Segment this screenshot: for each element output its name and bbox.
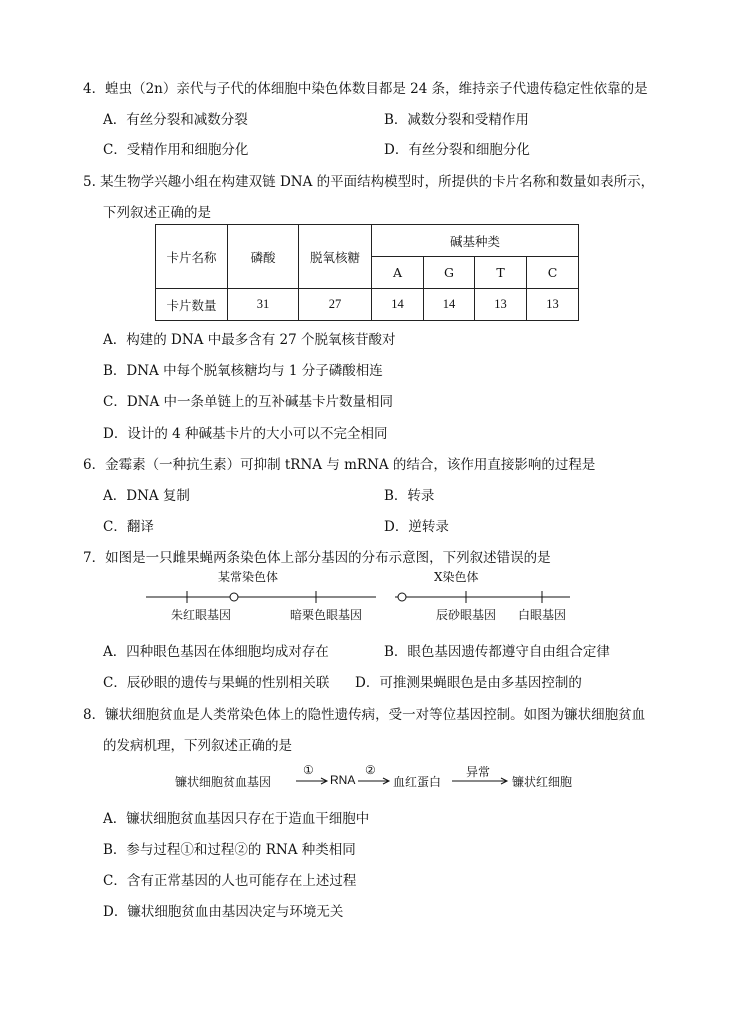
flow-protein: 血红蛋白 [393, 775, 442, 789]
q5-option-d: D．设计的 4 种碱基卡片的大小可以不完全相同 [103, 426, 388, 442]
table-base-a: A [372, 257, 424, 289]
flow-start: 镰状细胞贫血基因 [175, 775, 272, 789]
table-row-label: 卡片数量 [156, 289, 228, 321]
q6-option-d: D．逆转录 [384, 519, 449, 535]
flow-end: 镰状红细胞 [512, 775, 573, 789]
table-cell-phosphate: 31 [228, 289, 299, 321]
x-centromere [398, 593, 406, 601]
q5-option-a: A．构建的 DNA 中最多含有 27 个脱氧核苷酸对 [103, 332, 396, 348]
gene-cinnabar-label: 辰砂眼基因 [436, 608, 497, 622]
table-cell-a: 14 [372, 289, 424, 321]
flow-step1: ① [303, 763, 314, 777]
table-header-phosphate: 磷酸 [228, 225, 299, 289]
q4-option-b: B．减数分裂和受精作用 [384, 112, 529, 128]
q6-option-b: B．转录 [384, 488, 435, 504]
flow-step2: ② [365, 763, 376, 777]
gene-white-eye-label: 白眼基因 [518, 608, 567, 622]
q5-option-c: C．DNA 中一条单链上的互补碱基卡片数量相同 [103, 394, 394, 410]
q7-option-a: A．四种眼色基因在体细胞均成对存在 [103, 644, 329, 660]
q7-option-d: D．可推测果蝇眼色是由多基因控制的 [355, 675, 582, 691]
q8-option-a: A．镰状细胞贫血基因只存在于造血干细胞中 [103, 811, 370, 827]
autosome-centromere [230, 593, 238, 601]
q8-stem-line1: 8．镰状细胞贫血是人类常染色体上的隐性遗传病，受一对等位基因控制。如图为镰状细胞贫血 [83, 707, 646, 723]
q6-stem: 6．金霉素（一种抗生素）可抑制 tRNA 与 mRNA 的结合，该作用直接影响的过程是 [83, 457, 596, 473]
q6-option-a: A．DNA 复制 [103, 488, 190, 504]
q5-stem-line1: 5. 某生物学兴趣小组在构建双链 DNA 的平面结构模型时，所提供的卡片名称和数量如表所示， [83, 174, 655, 190]
q8-stem-line2: 的发病机理，下列叙述正确的是 [103, 738, 292, 754]
gene-dark-chestnut-label: 暗栗色眼基因 [290, 608, 363, 622]
q8-option-d: D．镰状细胞贫血由基因决定与环境无关 [103, 904, 344, 920]
autosome-title: 某常染色体 [218, 570, 279, 584]
table-base-c: C [527, 257, 579, 289]
q7-option-b: B．眼色基因遗传都遵守自由组合定律 [384, 644, 610, 660]
table-cell-g: 14 [424, 289, 475, 321]
table-base-t: T [475, 257, 527, 289]
q5-option-b: B．DNA 中每个脱氧核糖均与 1 分子磷酸相连 [103, 363, 383, 379]
table-header-deoxyribose: 脱氧核糖 [299, 225, 372, 289]
flow-rna: RNA [330, 773, 356, 787]
q5-stem-line2: 下列叙述正确的是 [103, 205, 211, 221]
q4-option-d: D．有丝分裂和细胞分化 [384, 142, 530, 158]
q7-option-c: C．辰砂眼的遗传与果蝇的性别相关联 [103, 675, 330, 691]
q4-stem: 4．蝗虫（2n）亲代与子代的体细胞中染色体数目都是 24 条，维持亲子代遗传稳定性依靠的是 [83, 81, 648, 97]
table-cell-c: 13 [527, 289, 579, 321]
flow-step3: 异常 [466, 765, 491, 779]
gene-vermilion-label: 朱红眼基因 [171, 608, 232, 622]
table-base-g: G [424, 257, 475, 289]
table-cell-t: 13 [475, 289, 527, 321]
table-header-bases: 碱基种类 [372, 225, 579, 257]
table-header-name: 卡片名称 [156, 225, 228, 289]
q4-option-a: A．有丝分裂和减数分裂 [103, 112, 248, 128]
q6-option-c: C．翻译 [103, 519, 154, 535]
x-chromosome-title: X染色体 [434, 570, 479, 584]
table-cell-deoxyribose: 27 [299, 289, 372, 321]
q8-option-b: B．参与过程①和过程②的 RNA 种类相同 [103, 842, 356, 858]
q7-stem: 7．如图是一只雌果蝇两条染色体上部分基因的分布示意图，下列叙述错误的是 [83, 550, 551, 566]
q8-option-c: C．含有正常基因的人也可能存在上述过程 [103, 873, 357, 889]
q4-option-c: C．受精作用和细胞分化 [103, 142, 249, 158]
